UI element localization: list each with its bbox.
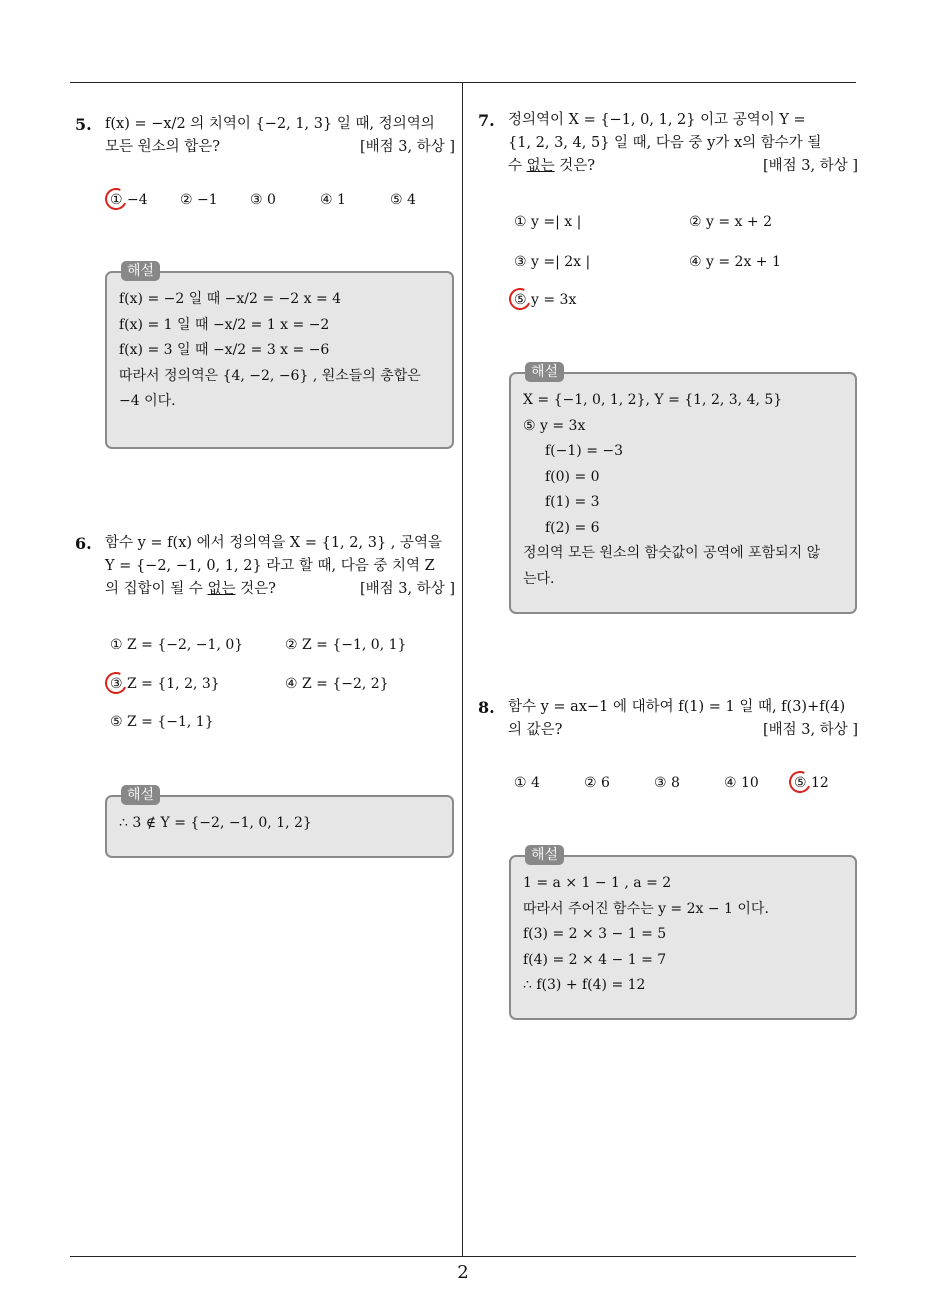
answer-circle-icon [102, 669, 130, 697]
solution-tag: 해설 [121, 785, 160, 805]
answer-circle-icon [786, 768, 814, 796]
problem-number: 7. [478, 111, 495, 130]
points-label: [배점 3, 하상 ] [762, 722, 858, 738]
underlined-word: 없는 [526, 158, 555, 174]
choice-5[interactable]: ⑤ 4 [390, 192, 416, 208]
solution-line: ∴ f(3) + f(4) = 12 [523, 977, 646, 993]
problem-text-line: {1, 2, 3, 4, 5} 일 때, 다음 중 y가 x의 함수가 될 [508, 135, 822, 151]
page-number: 2 [457, 1262, 469, 1283]
problem-text-line: 의 값은? [508, 722, 563, 738]
solution-line: f(−1) = −3 [545, 443, 624, 459]
solution-line: 는다. [523, 570, 555, 587]
solution-line: ⑤ y = 3x [523, 417, 586, 434]
problem-text-line: 함수 y = f(x) 에서 정의역을 X = {1, 2, 3} , 공역을 [105, 535, 443, 551]
solution-line: f(2) = 6 [545, 519, 600, 536]
choice-1[interactable]: ① y =| x | [514, 214, 582, 230]
problem-number: 5. [75, 115, 92, 134]
answer-circle-icon [506, 285, 534, 313]
choice-2[interactable]: ② y = x + 2 [689, 214, 772, 230]
choice-4[interactable]: ④ Z = {−2, 2} [285, 676, 389, 692]
problem-text-line: 함수 y = ax−1 에 대하여 f(1) = 1 일 때, f(3)+f(4) [508, 699, 846, 715]
solution-box-7 [509, 364, 857, 614]
choice-1[interactable]: ① 4 [514, 775, 540, 791]
solution-line: 따라서 정의역은 {4, −2, −6} , 원소들의 총합은 [119, 367, 421, 384]
problem-text-line: Y = {−2, −1, 0, 1, 2} 라고 할 때, 다음 중 치역 Z [105, 558, 435, 574]
solution-line: 1 = a × 1 − 1 , a = 2 [523, 875, 672, 891]
solution-line: f(x) = −2 일 때 −x/2 = −2 x = 4 [119, 291, 342, 307]
choice-5[interactable]: ⑤ y = 3x [514, 292, 576, 308]
solution-tag: 해설 [121, 261, 160, 281]
points-label: [배점 3, 하상 ] [359, 139, 455, 155]
solution-line: f(0) = 0 [545, 468, 600, 485]
solution-box-6 [105, 787, 454, 858]
problem-text-line: 것은? [554, 158, 596, 174]
solution-line: f(3) = 2 × 3 − 1 = 5 [523, 926, 667, 942]
solution-box-8 [509, 847, 857, 1020]
problem-text-line: 정의역이 X = {−1, 0, 1, 2} 이고 공역이 Y = [508, 112, 806, 128]
problem-text-line: 모든 원소의 합은? [105, 139, 221, 155]
underlined-word: 없는 [207, 581, 236, 597]
problem-number: 6. [75, 534, 92, 553]
solution-line: f(1) = 3 [545, 494, 600, 510]
points-label: [배점 3, 하상 ] [762, 158, 858, 174]
choice-4[interactable]: ④ 1 [320, 192, 346, 208]
solution-line: f(4) = 2 × 4 − 1 = 7 [523, 951, 667, 968]
choice-3[interactable]: ③ 0 [250, 192, 276, 208]
choice-3[interactable]: ③ 8 [654, 775, 680, 791]
choice-2[interactable]: ② −1 [180, 192, 218, 208]
solution-box-5 [105, 263, 454, 449]
solution-line: ∴ 3 ∉ Y = {−2, −1, 0, 1, 2} [119, 815, 312, 831]
choice-4[interactable]: ④ 10 [724, 775, 759, 791]
choice-4[interactable]: ④ y = 2x + 1 [689, 254, 781, 270]
choice-3[interactable]: ③ y =| 2x | [514, 254, 591, 270]
solution-line: X = {−1, 0, 1, 2}, Y = {1, 2, 3, 4, 5} [523, 392, 783, 408]
solution-line: −4 이다. [119, 393, 176, 409]
problem-text-line: 수 [508, 158, 527, 174]
solution-line: f(x) = 1 일 때 −x/2 = 1 x = −2 [119, 316, 330, 333]
choice-1[interactable]: ① −4 [110, 192, 148, 208]
solution-line: 따라서 주어진 함수는 y = 2x − 1 이다. [523, 900, 769, 917]
choice-2[interactable]: ② 6 [584, 775, 610, 791]
bottom-rule [70, 1256, 856, 1257]
choice-5[interactable]: ⑤ 12 [794, 775, 829, 791]
column-divider [462, 82, 463, 1257]
choice-5[interactable]: ⑤ Z = {−1, 1} [110, 714, 214, 730]
solution-tag: 해설 [525, 362, 564, 382]
problem-text-line: f(x) = −x/2 의 치역이 {−2, 1, 3} 일 때, 정의역의 [105, 116, 435, 132]
choice-3[interactable]: ③ Z = {1, 2, 3} [110, 676, 220, 692]
choice-2[interactable]: ② Z = {−1, 0, 1} [285, 637, 407, 653]
points-label: [배점 3, 하상 ] [359, 581, 455, 597]
solution-line: 정의역 모든 원소의 함숫값이 공역에 포함되지 않 [523, 545, 821, 561]
problem-number: 8. [478, 698, 495, 717]
problem-text-line: 것은? [235, 581, 276, 597]
solution-tag: 해설 [525, 845, 564, 865]
answer-circle-icon [102, 185, 130, 213]
solution-line: f(x) = 3 일 때 −x/2 = 3 x = −6 [119, 342, 330, 358]
problem-text-line: 의 집합이 될 수 [105, 581, 208, 597]
choice-1[interactable]: ① Z = {−2, −1, 0} [110, 637, 244, 653]
top-rule [70, 82, 856, 83]
